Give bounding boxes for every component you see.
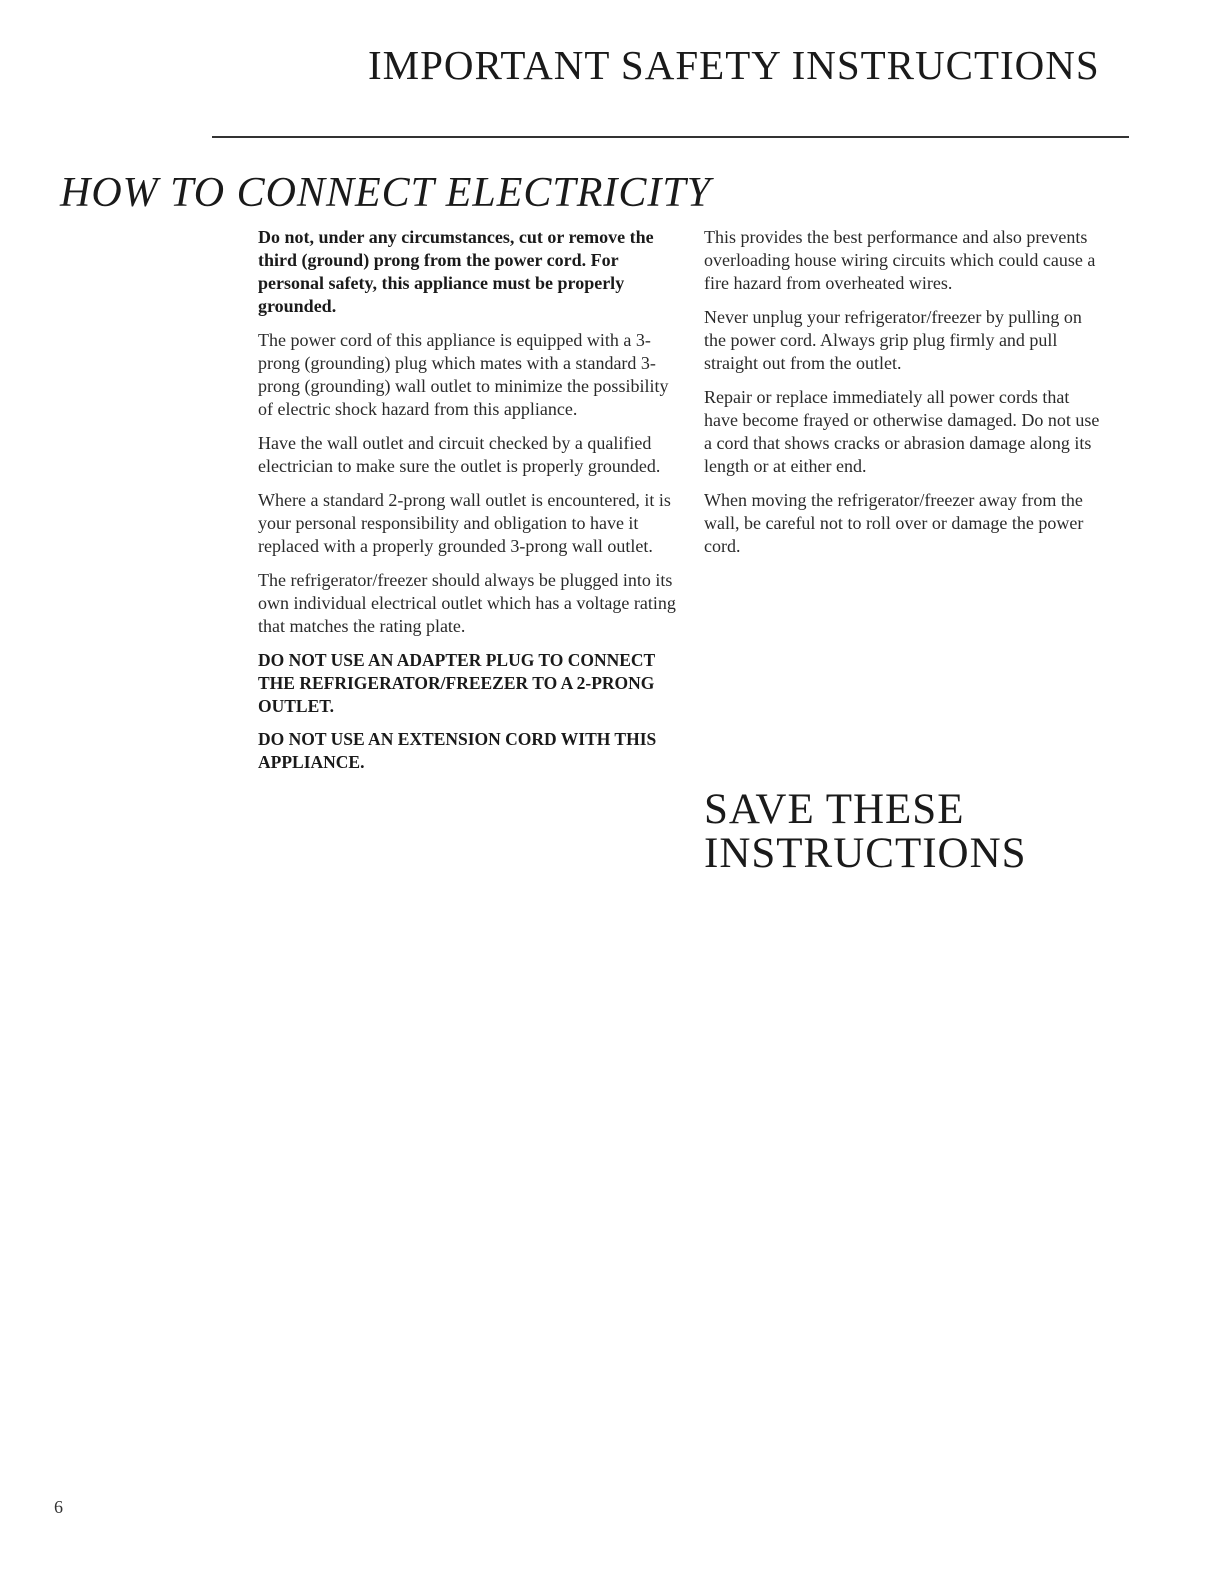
extension-cord-warning: DO NOT USE AN EXTENSION CORD WITH THIS APPLIANCE. [258,729,657,772]
save-line-1: SAVE THESE [704,786,965,833]
grounding-warning: Do not, under any circumstances, cut or remove the third (ground) prong from the power cord. For personal safety, this appliance must be properly grounded. [258,227,654,316]
individual-outlet-note: The refrigerator/freezer should always be plugged into its own individual electrical outlet which has a voltage rating that matches the rating plate. [258,570,676,636]
plug-description: The power cord of this appliance is equipped with a 3-prong (grounding) plug which mates with a standard 3-prong (grounding) wall outlet to minimize the possibility of electric shock hazard from this appliance. [258,330,669,419]
two-prong-note: Where a standard 2-prong wall outlet is encountered, it is your personal responsibility and obligation to have it replaced with a properly grounded 3-prong wall outlet. [258,490,671,556]
outlet-check: Have the wall outlet and circuit checked by a qualified electrician to make sure the outlet is properly grounded. [258,433,661,476]
save-line-2: INSTRUCTIONS [704,830,1027,877]
moving-note: When moving the refrigerator/freezer away from the wall, be careful not to roll over or damage the power cord. [704,490,1084,556]
page-number: 6 [54,1497,63,1517]
performance-note: This provides the best performance and also prevents overloading house wiring circuits which could cause a fire hazard from overheated wires. [704,227,1096,293]
right-column [704,226,1104,569]
left-column [258,226,683,784]
section-title: HOW TO CONNECT ELECTRICITY [60,170,712,216]
page-title: IMPORTANT SAFETY INSTRUCTIONS [368,42,1100,88]
unplug-note: Never unplug your refrigerator/freezer by pulling on the power cord. Always grip plug firmly and pull straight out from the outlet. [704,307,1082,373]
header-rule [212,136,1129,138]
adapter-plug-warning: DO NOT USE AN ADAPTER PLUG TO CONNECT THE REFRIGERATOR/FREEZER TO A 2-PRONG OUTLET. [258,650,655,716]
save-instructions-heading [704,788,1027,876]
cord-repair-note: Repair or replace immediately all power cords that have become frayed or otherwise damaged. Do not use a cord that shows cracks or abrasion damage along its length or at either end. [704,387,1100,476]
